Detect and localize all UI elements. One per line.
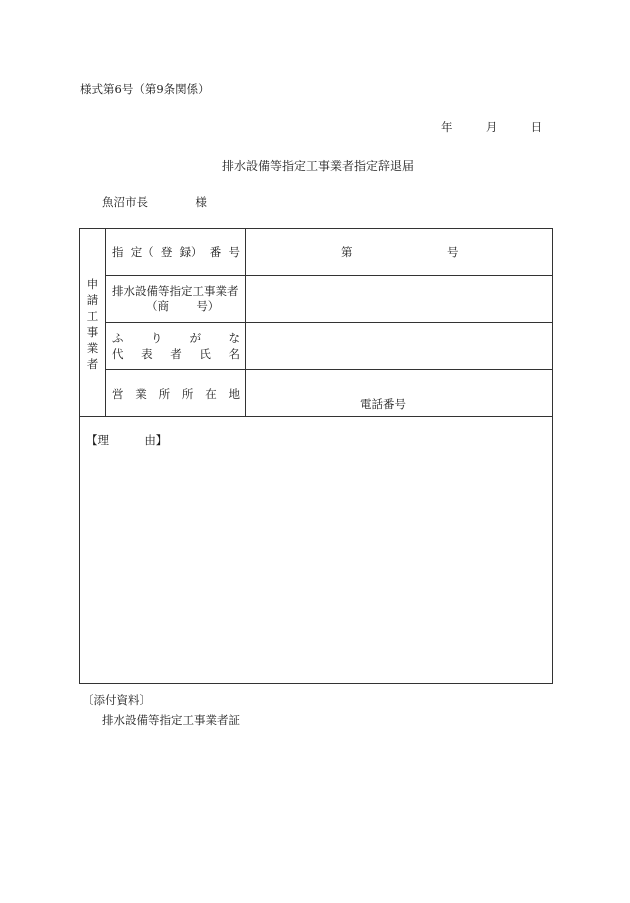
label-char: 名 (228, 347, 240, 361)
row-divider (105, 275, 553, 276)
label-char: 指 (112, 245, 124, 259)
label-char: 定（ (130, 245, 154, 259)
label-part: （商 (146, 299, 169, 313)
vertical-char: 申 (86, 277, 99, 291)
business-trade-name-label (146, 298, 219, 314)
reason-open: 【理 (86, 433, 109, 447)
attachments-heading: 〔添付資料〕 (82, 693, 151, 707)
form-number: 様式第6号（第9条関係） (80, 82, 210, 96)
label-char: ふ (112, 331, 124, 345)
label-char: 業 (135, 387, 147, 401)
label-char: 所 (158, 387, 171, 401)
vertical-char: 工 (86, 309, 99, 323)
label-char: 号 (228, 245, 240, 259)
representative-name-label (112, 346, 240, 362)
label-char: 番 (209, 245, 222, 259)
label-char: り (150, 331, 163, 345)
furigana-label (112, 330, 240, 346)
addressee-suffix: 様 (195, 195, 207, 209)
date-day: 日 (530, 120, 543, 134)
row-divider (105, 369, 553, 370)
row-divider (105, 322, 553, 323)
attachment-item: 排水設備等指定工事業者証 (102, 713, 240, 727)
label-char: が (189, 331, 202, 345)
office-address-label (112, 386, 240, 402)
vertical-char: 請 (86, 293, 99, 307)
applicant-vertical-label (80, 276, 105, 372)
addressee-name: 魚沼市長 (102, 195, 148, 209)
label-char: 録） (179, 245, 203, 259)
column-divider (245, 228, 246, 417)
registration-number-prefix: 第 (341, 245, 353, 259)
label-char: 氏 (199, 347, 211, 361)
label-char: 在 (205, 387, 217, 401)
section-divider (79, 416, 553, 417)
label-char: 営 (112, 387, 124, 401)
label-char: 表 (141, 347, 153, 361)
label-char: 地 (228, 387, 240, 401)
label-char: 所 (181, 387, 194, 401)
phone-number-label: 電話番号 (360, 397, 406, 411)
date-year: 年 (441, 120, 453, 134)
date-month: 月 (485, 120, 498, 134)
registration-number-label (112, 244, 240, 260)
label-char: な (228, 331, 240, 345)
vertical-char: 業 (86, 341, 99, 355)
page-title: 排水設備等指定工事業者指定辞退届 (222, 159, 415, 173)
vertical-char: 事 (86, 325, 99, 339)
label-char: 登 (160, 245, 173, 259)
label-char: 代 (112, 347, 124, 361)
registration-number-suffix: 号 (447, 245, 459, 259)
label-part: 号） (196, 299, 220, 313)
reason-close: 由】 (144, 433, 168, 447)
business-name-label: 排水設備等指定工事業者 (112, 284, 239, 298)
date-line (441, 119, 542, 135)
column-divider (105, 228, 106, 417)
vertical-char: 者 (86, 357, 99, 371)
label-char: 者 (170, 347, 182, 361)
reason-heading (86, 432, 167, 448)
addressee (102, 194, 207, 210)
